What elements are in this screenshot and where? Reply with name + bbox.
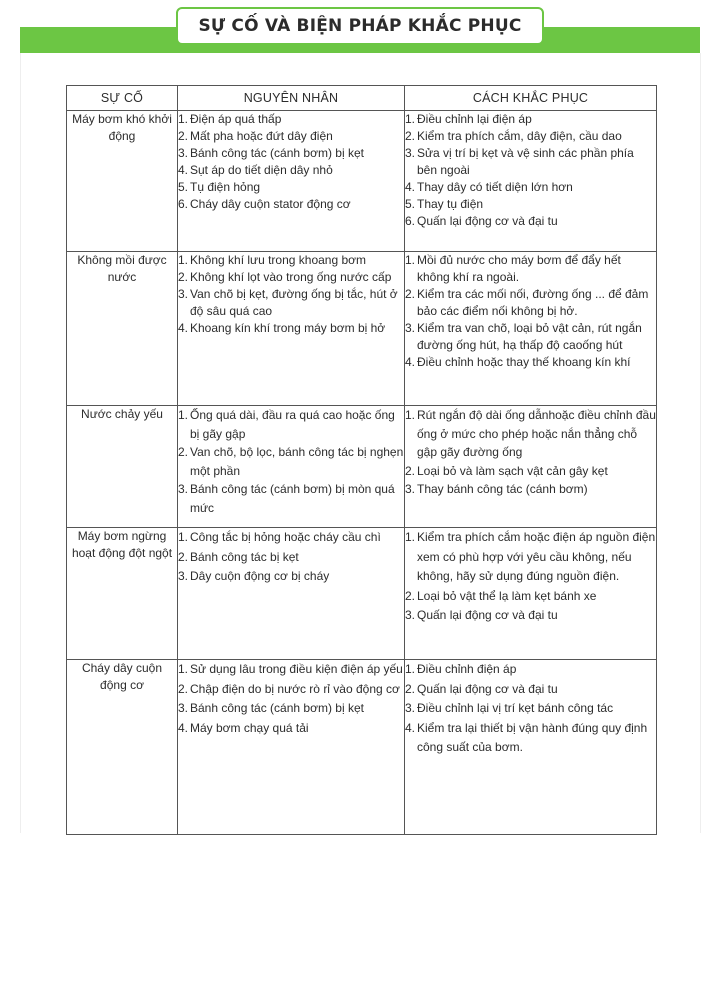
list-text: Chập điện do bị nước rò rỉ vào động cơ bbox=[190, 681, 400, 696]
cause-cell bbox=[178, 406, 405, 528]
page-title: SỰ CỐ VÀ BIỆN PHÁP KHẮC PHỤC bbox=[198, 16, 522, 36]
cause-item bbox=[178, 269, 404, 286]
issue-cell: Máy bơm ngừng hoạt động đột ngột bbox=[67, 528, 178, 660]
list-number: 2. bbox=[405, 129, 416, 143]
cause-cell bbox=[178, 660, 405, 835]
fix-cell bbox=[405, 111, 657, 252]
cause-item bbox=[178, 660, 404, 680]
fix-item bbox=[405, 528, 656, 587]
cause-item bbox=[178, 111, 404, 128]
list-number: 3. bbox=[178, 287, 189, 301]
list-text: Bánh công tác (cánh bơm) bị kẹt bbox=[190, 701, 364, 715]
column-header-fix: CÁCH KHẮC PHỤC bbox=[405, 86, 657, 111]
list-text: Bánh công tác (cánh bơm) bị kẹt bbox=[190, 146, 364, 160]
list-text: Máy bơm chạy quá tải bbox=[190, 720, 309, 735]
list-text: Loại bỏ và làm sạch vật cản gây kẹt bbox=[417, 463, 608, 478]
fix-cell bbox=[405, 528, 657, 660]
fix-item bbox=[405, 213, 656, 230]
fix-item bbox=[405, 179, 656, 196]
fix-item bbox=[405, 354, 656, 371]
cause-list bbox=[178, 252, 404, 337]
cause-list bbox=[178, 660, 404, 738]
list-text: Thay tụ điện bbox=[417, 197, 484, 211]
cause-item bbox=[178, 252, 404, 269]
list-number: 1. bbox=[178, 253, 189, 267]
list-text: Dây cuộn động cơ bị cháy bbox=[190, 569, 330, 583]
issue-cell: Nước chảy yếu bbox=[67, 406, 178, 528]
list-number: 1. bbox=[405, 530, 416, 544]
fix-list bbox=[405, 660, 656, 758]
list-text: Thay bánh công tác (cánh bơm) bbox=[417, 482, 588, 496]
cause-list bbox=[178, 528, 404, 587]
fix-item bbox=[405, 196, 656, 213]
fix-item bbox=[405, 660, 656, 680]
list-number: 3. bbox=[405, 482, 416, 496]
fix-item bbox=[405, 252, 656, 286]
troubleshooting-table bbox=[66, 85, 657, 835]
table-header-row bbox=[67, 86, 657, 111]
list-number: 3. bbox=[405, 608, 416, 622]
fix-item bbox=[405, 128, 656, 145]
cause-list bbox=[178, 406, 404, 517]
list-text: Quấn lại động cơ và đại tu bbox=[417, 608, 558, 622]
list-number: 1. bbox=[405, 253, 416, 267]
list-text: Mất pha hoặc đứt dây điện bbox=[190, 129, 333, 143]
cause-item bbox=[178, 145, 404, 162]
list-number: 5. bbox=[178, 180, 189, 194]
fix-item bbox=[405, 480, 656, 499]
list-text: Thay dây có tiết diện lớn hơn bbox=[417, 180, 573, 194]
fix-item bbox=[405, 406, 656, 462]
cause-item bbox=[178, 567, 404, 587]
list-number: 2. bbox=[178, 549, 189, 564]
list-number: 2. bbox=[178, 681, 189, 696]
cause-item bbox=[178, 320, 404, 337]
list-text: Kiểm tra phích cắm hoặc điện áp nguồn điện xem có phù hợp với yêu cầu không, nếu không, hãy sử dụng đúng nguồn điện. bbox=[417, 530, 656, 583]
cause-item bbox=[178, 528, 404, 548]
list-number: 1. bbox=[405, 662, 416, 676]
page-edge-right bbox=[700, 53, 701, 833]
list-number: 6. bbox=[405, 214, 416, 228]
list-number: 2. bbox=[405, 681, 416, 696]
cause-item bbox=[178, 406, 404, 443]
list-number: 2. bbox=[178, 445, 189, 459]
cause-item bbox=[178, 162, 404, 179]
fix-list bbox=[405, 252, 656, 371]
fix-item bbox=[405, 111, 656, 128]
issue-cell: Máy bơm khó khởi động bbox=[67, 111, 178, 252]
list-text: Rút ngắn độ dài ống dẫnhoặc điều chỉnh đầu ống ở mức cho phép hoặc nắn thẳng chỗ gập gãy đường ống bbox=[417, 408, 656, 459]
list-text: Ống quá dài, đầu ra quá cao hoặc ống bị gãy gập bbox=[190, 408, 395, 441]
list-number: 3. bbox=[405, 146, 416, 160]
list-number: 4. bbox=[178, 321, 189, 335]
list-text: Van chõ bị kẹt, đường ống bị tắc, hút ở độ sâu quá cao bbox=[190, 287, 398, 318]
list-number: 6. bbox=[178, 197, 189, 211]
list-text: Sử dụng lâu trong điều kiện điện áp yếu bbox=[190, 662, 403, 676]
list-number: 4. bbox=[178, 163, 189, 177]
cause-item bbox=[178, 179, 404, 196]
list-number: 3. bbox=[178, 701, 189, 715]
table-row bbox=[67, 660, 657, 835]
list-number: 5. bbox=[405, 197, 416, 211]
fix-list bbox=[405, 406, 656, 499]
fix-item bbox=[405, 320, 656, 354]
list-number: 1. bbox=[405, 408, 416, 422]
cause-cell bbox=[178, 111, 405, 252]
list-text: Điều chỉnh lại điện áp bbox=[417, 112, 532, 126]
fix-item bbox=[405, 286, 656, 320]
list-text: Quấn lại động cơ và đại tu bbox=[417, 214, 558, 228]
fix-cell bbox=[405, 660, 657, 835]
issue-cell: Cháy dây cuộn động cơ bbox=[67, 660, 178, 835]
cause-cell bbox=[178, 252, 405, 406]
list-number: 4. bbox=[178, 720, 189, 735]
list-text: Kiểm tra van chõ, loại bỏ vật cản, rút ngắn đường ống hút, hạ thấp độ caoống hút bbox=[417, 321, 642, 352]
list-number: 2. bbox=[178, 129, 189, 143]
list-text: Kiểm tra các mối nối, đường ống ... để đảm bảo các điểm nối không bị hở. bbox=[417, 287, 649, 318]
table-row bbox=[67, 528, 657, 660]
list-text: Không khí lưu trong khoang bơm bbox=[190, 253, 367, 267]
list-text: Sửa vị trí bị kẹt và vệ sinh các phần phía bên ngoài bbox=[417, 146, 634, 177]
list-text: Điều chỉnh hoặc thay thế khoang kín khí bbox=[417, 355, 631, 369]
list-number: 1. bbox=[178, 112, 189, 126]
list-number: 1. bbox=[178, 530, 189, 544]
fix-item bbox=[405, 680, 656, 700]
list-text: Quấn lại động cơ và đại tu bbox=[417, 681, 558, 696]
cause-list bbox=[178, 111, 404, 213]
cause-item bbox=[178, 480, 404, 517]
list-text: Sụt áp do tiết diện dây nhỏ bbox=[190, 163, 333, 177]
list-number: 1. bbox=[178, 662, 189, 676]
list-number: 4. bbox=[405, 720, 416, 735]
list-number: 3. bbox=[405, 321, 416, 335]
fix-item bbox=[405, 462, 656, 481]
list-text: Bánh công tác bị kẹt bbox=[190, 549, 299, 564]
list-text: Công tắc bị hỏng hoặc cháy cầu chì bbox=[190, 530, 381, 544]
list-number: 4. bbox=[405, 180, 416, 194]
fix-cell bbox=[405, 406, 657, 528]
cause-cell bbox=[178, 528, 405, 660]
list-number: 2. bbox=[405, 588, 416, 603]
list-number: 2. bbox=[405, 287, 416, 301]
cause-item bbox=[178, 719, 404, 739]
list-text: Điều chỉnh lại vị trí kẹt bánh công tác bbox=[417, 701, 614, 715]
list-text: Cháy dây cuộn stator động cơ bbox=[190, 197, 351, 211]
list-number: 3. bbox=[178, 482, 189, 496]
list-number: 2. bbox=[405, 463, 416, 478]
fix-list bbox=[405, 111, 656, 230]
fix-item bbox=[405, 145, 656, 179]
table-row bbox=[67, 406, 657, 528]
header-title-tab bbox=[176, 7, 544, 45]
cause-item bbox=[178, 196, 404, 213]
table-row bbox=[67, 252, 657, 406]
fix-item bbox=[405, 699, 656, 719]
fix-item bbox=[405, 606, 656, 626]
table-row bbox=[67, 111, 657, 252]
cause-item bbox=[178, 548, 404, 568]
list-number: 3. bbox=[178, 569, 189, 583]
cause-item bbox=[178, 699, 404, 719]
list-text: Khoang kín khí trong máy bơm bị hở bbox=[190, 321, 386, 335]
list-text: Điều chỉnh điện áp bbox=[417, 662, 517, 676]
list-number: 1. bbox=[405, 112, 416, 126]
list-text: Loại bỏ vật thể lạ làm kẹt bánh xe bbox=[417, 588, 597, 603]
fix-list bbox=[405, 528, 656, 626]
list-text: Bánh công tác (cánh bơm) bị mòn quá mức bbox=[190, 482, 395, 515]
column-header-cause: NGUYÊN NHÂN bbox=[178, 86, 405, 111]
list-number: 2. bbox=[178, 270, 189, 284]
issue-cell: Không mồi được nước bbox=[67, 252, 178, 406]
fix-cell bbox=[405, 252, 657, 406]
cause-item bbox=[178, 286, 404, 320]
list-text: Kiểm tra lại thiết bị vận hành đúng quy định công suất của bơm. bbox=[417, 720, 648, 754]
fix-item bbox=[405, 587, 656, 607]
list-text: Không khí lọt vào trong ống nước cấp bbox=[190, 270, 392, 284]
cause-item bbox=[178, 128, 404, 145]
page-edge-left bbox=[20, 53, 21, 833]
cause-item bbox=[178, 443, 404, 480]
list-text: Tụ điện hỏng bbox=[190, 180, 261, 194]
list-text: Kiểm tra phích cắm, dây điện, cầu dao bbox=[417, 129, 622, 143]
list-number: 1. bbox=[178, 408, 189, 422]
list-number: 3. bbox=[405, 701, 416, 715]
list-number: 4. bbox=[405, 355, 416, 369]
column-header-issue: SỰ CỐ bbox=[67, 86, 178, 111]
fix-item bbox=[405, 719, 656, 758]
list-text: Điện áp quá thấp bbox=[190, 112, 282, 126]
cause-item bbox=[178, 680, 404, 700]
list-number: 3. bbox=[178, 146, 189, 160]
list-text: Van chõ, bộ lọc, bánh công tác bị nghẹn một phần bbox=[190, 445, 404, 478]
list-text: Mồi đủ nước cho máy bơm để đẩy hết không khí ra ngoài. bbox=[417, 253, 621, 284]
